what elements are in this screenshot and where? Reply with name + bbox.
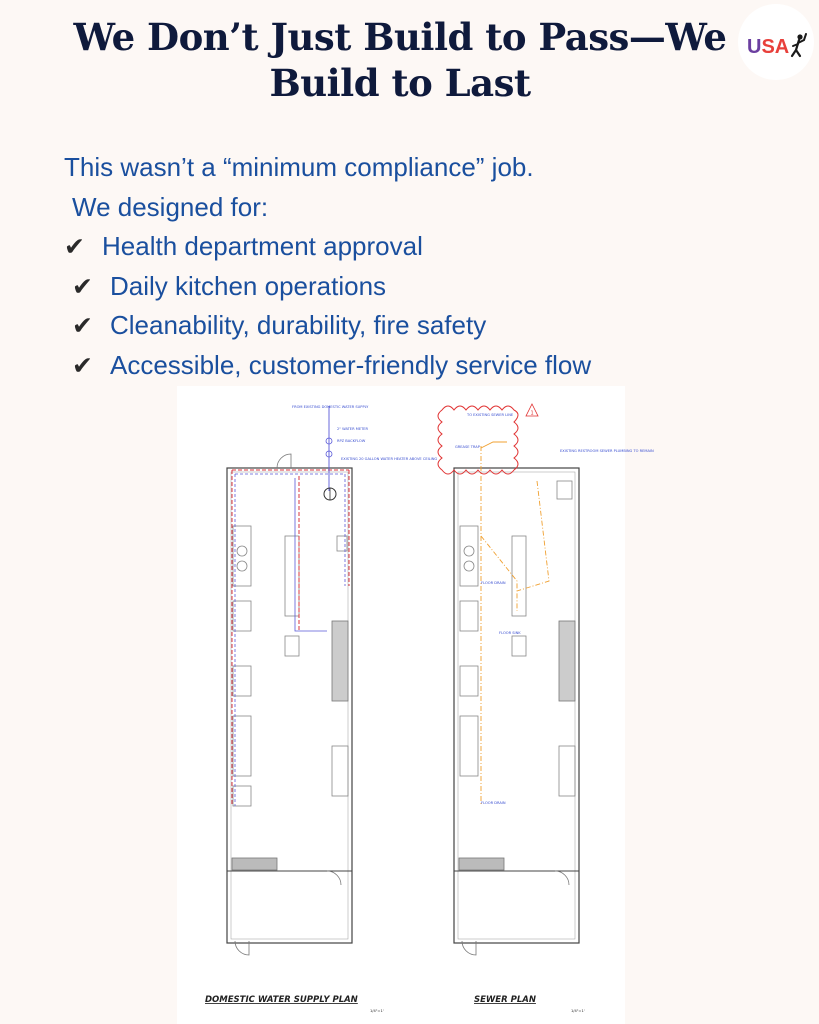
water-note: EXISTING 20 GALLON WATER HEATER ABOVE CEILING — [341, 457, 438, 461]
usa-logo-graphic — [738, 4, 814, 80]
water-note: FROM EXISTING DOMESTIC WATER SUPPLY — [292, 405, 369, 409]
water-notes — [292, 405, 437, 461]
intro-and-checklist — [64, 148, 764, 385]
checklist-item-label: Cleanability, durability, fire safety — [110, 310, 487, 340]
sewer-note: FLOOR DRAIN — [481, 801, 506, 805]
intro-line-1: This wasn’t a “minimum compliance” job. — [64, 152, 534, 182]
sewer-note: EXISTING RESTROOM SEWER PLUMBING TO REMAIN — [560, 449, 654, 453]
plumbing-plan-drawing — [177, 386, 654, 1024]
plan-svg — [177, 386, 654, 1024]
check-icon: ✔ — [72, 311, 93, 340]
water-plan-scale: 1/4"=1' — [370, 1009, 384, 1013]
page-title — [60, 14, 740, 106]
checklist-item — [64, 306, 764, 346]
check-icon: ✔ — [72, 350, 93, 380]
water-plan-label: DOMESTIC WATER SUPPLY PLAN — [205, 995, 358, 1005]
title-line-2: Build to Last — [269, 61, 531, 105]
check-icon: ✔ — [64, 232, 85, 261]
sewer-note: TO EXISTING SEWER LINE — [467, 413, 514, 417]
usa-logo — [738, 4, 814, 80]
sewer-plan-label: SEWER PLAN — [474, 995, 536, 1005]
checklist-item-label: Health department approval — [102, 231, 423, 261]
checklist-item — [64, 267, 764, 307]
check-icon: ✔ — [72, 271, 93, 301]
plan-labels — [205, 995, 585, 1013]
intro-line-2: We designed for: — [72, 191, 269, 222]
sewer-note: FLOOR DRAIN — [481, 581, 506, 585]
sewer-plan-scale: 1/4"=1' — [571, 1009, 585, 1013]
worker-figure-icon — [792, 34, 806, 56]
water-note: RPZ BACKFLOW — [337, 439, 366, 443]
water-note: 2" WATER METER — [337, 427, 369, 431]
sewer-note: GREASE TRAP — [455, 445, 480, 449]
sewer-plan — [438, 404, 579, 955]
checklist-item — [64, 346, 764, 386]
revision-number: 1 — [530, 410, 534, 417]
water-plan — [227, 406, 352, 955]
checklist-item — [64, 227, 764, 267]
checklist-item-label: Accessible, customer-friendly service flow — [110, 349, 592, 380]
checklist-item-label: Daily kitchen operations — [110, 270, 387, 301]
sewer-note: FLOOR SINK — [499, 631, 521, 635]
title-line-1: We Don’t Just Build to Pass—We — [73, 15, 727, 59]
logo-text: USA — [747, 36, 790, 58]
